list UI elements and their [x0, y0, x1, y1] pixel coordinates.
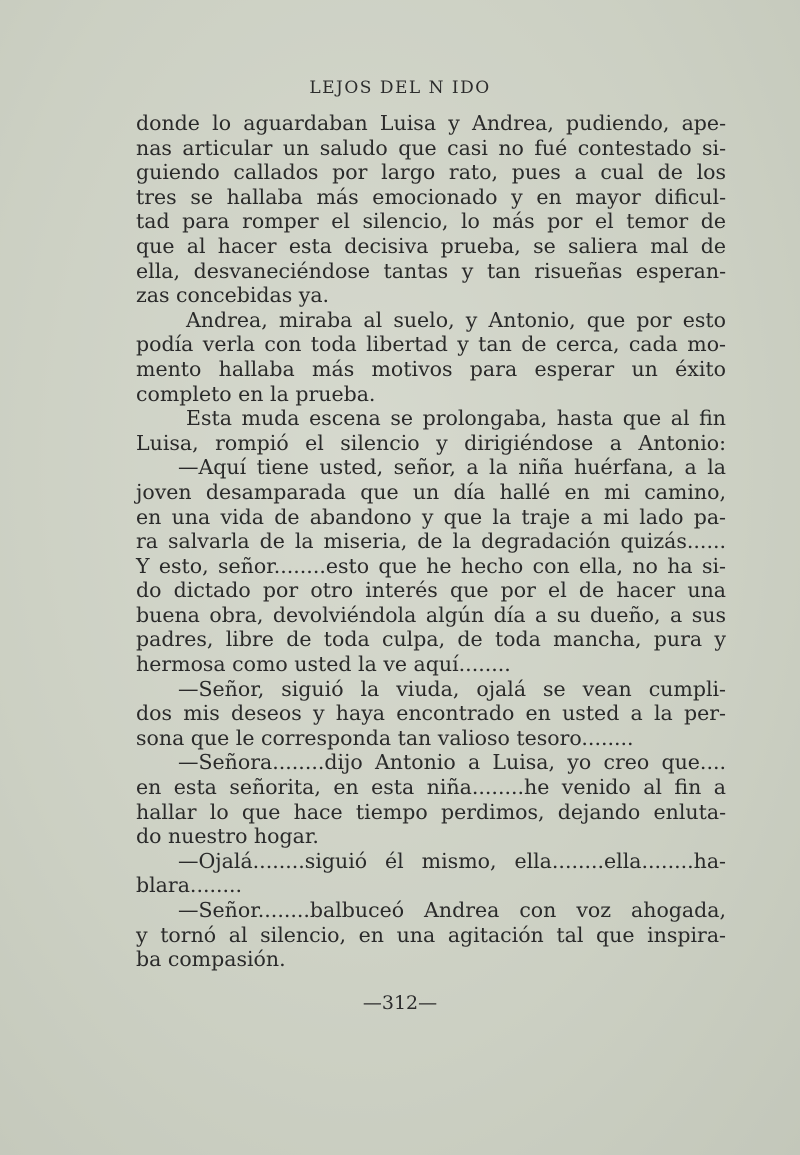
- text-line: buena obra, devolviéndola algún día a su dueño, a sus: [136, 602, 726, 627]
- text-line: dos mis deseos y haya encontrado en usted a la per-: [136, 701, 726, 726]
- text-line: hermosa como usted la ve aquí........: [136, 652, 511, 677]
- text-line: ba compasión.: [136, 947, 286, 972]
- text-line: que al hacer esta decisiva prueba, se saliera mal de: [136, 233, 726, 258]
- text-line: —Ojalá........siguió él mismo, ella........ella........ha-: [178, 848, 726, 873]
- text-line: joven desamparada que un día hallé en mi camino,: [136, 479, 726, 504]
- text-line: do dictado por otro interés que por el de hacer una: [136, 578, 726, 603]
- text-line: Luisa, rompió el silencio y dirigiéndose a Antonio:: [136, 430, 726, 455]
- text-line: en una vida de abandono y que la traje a mi lado pa-: [136, 504, 726, 529]
- text-line: Y esto, señor........esto que he hecho con ella, no ha si-: [136, 553, 726, 578]
- text-line: —Señora........dijo Antonio a Luisa, yo creo que....: [178, 750, 726, 775]
- text-line: padres, libre de toda culpa, de toda mancha, pura y: [136, 627, 726, 652]
- text-line: sona que le corresponda tan valioso tesoro........: [136, 725, 634, 750]
- text-line: ella, desvaneciéndose tantas y tan risueñas esperan-: [136, 258, 726, 283]
- body-text: [136, 111, 726, 972]
- text-line: mento hallaba más motivos para esperar un éxito: [136, 356, 726, 381]
- text-line: nas articular un saludo que casi no fué contestado si-: [136, 135, 726, 160]
- text-line: do nuestro hogar.: [136, 824, 319, 849]
- text-line: —Aquí tiene usted, señor, a la niña huérfana, a la: [178, 455, 726, 480]
- text-line: Andrea, miraba al suelo, y Antonio, que por esto: [186, 307, 726, 332]
- text-line: ra salvarla de la miseria, de la degradación quizás......: [136, 529, 726, 554]
- text-line: zas concebidas ya.: [136, 283, 330, 308]
- text-line: —Señor........balbuceó Andrea con voz ahogada,: [178, 898, 726, 922]
- text-line: hallar lo que hace tiempo perdimos, dejando enluta-: [136, 799, 726, 824]
- text-line: podía verla con toda libertad y tan de cerca, cada mo-: [136, 332, 726, 357]
- text-line: donde lo aguardaban Luisa y Andrea, pudiendo, ape-: [136, 111, 726, 135]
- text-line: blara........: [136, 873, 243, 898]
- text-line: en esta señorita, en esta niña........he venido al fin a: [136, 775, 726, 800]
- text-line: Esta muda escena se prolongaba, hasta que al fin: [186, 406, 726, 431]
- text-line: —Señor, siguió la viuda, ojalá se vean cumpli-: [178, 676, 726, 701]
- text-line: tres se hallaba más emocionado y en mayor dificul-: [136, 184, 726, 209]
- text-line: tad para romper el silencio, lo más por el temor de: [136, 209, 726, 234]
- text-line: completo en la prueba.: [136, 381, 376, 406]
- running-head: LEJOS DEL N IDO: [309, 78, 491, 98]
- text-line: guiendo callados por largo rato, pues a cual de los: [136, 160, 726, 185]
- text-line: y tornó al silencio, en una agitación tal que inspira-: [136, 922, 726, 947]
- page-number: —312—: [362, 992, 438, 1014]
